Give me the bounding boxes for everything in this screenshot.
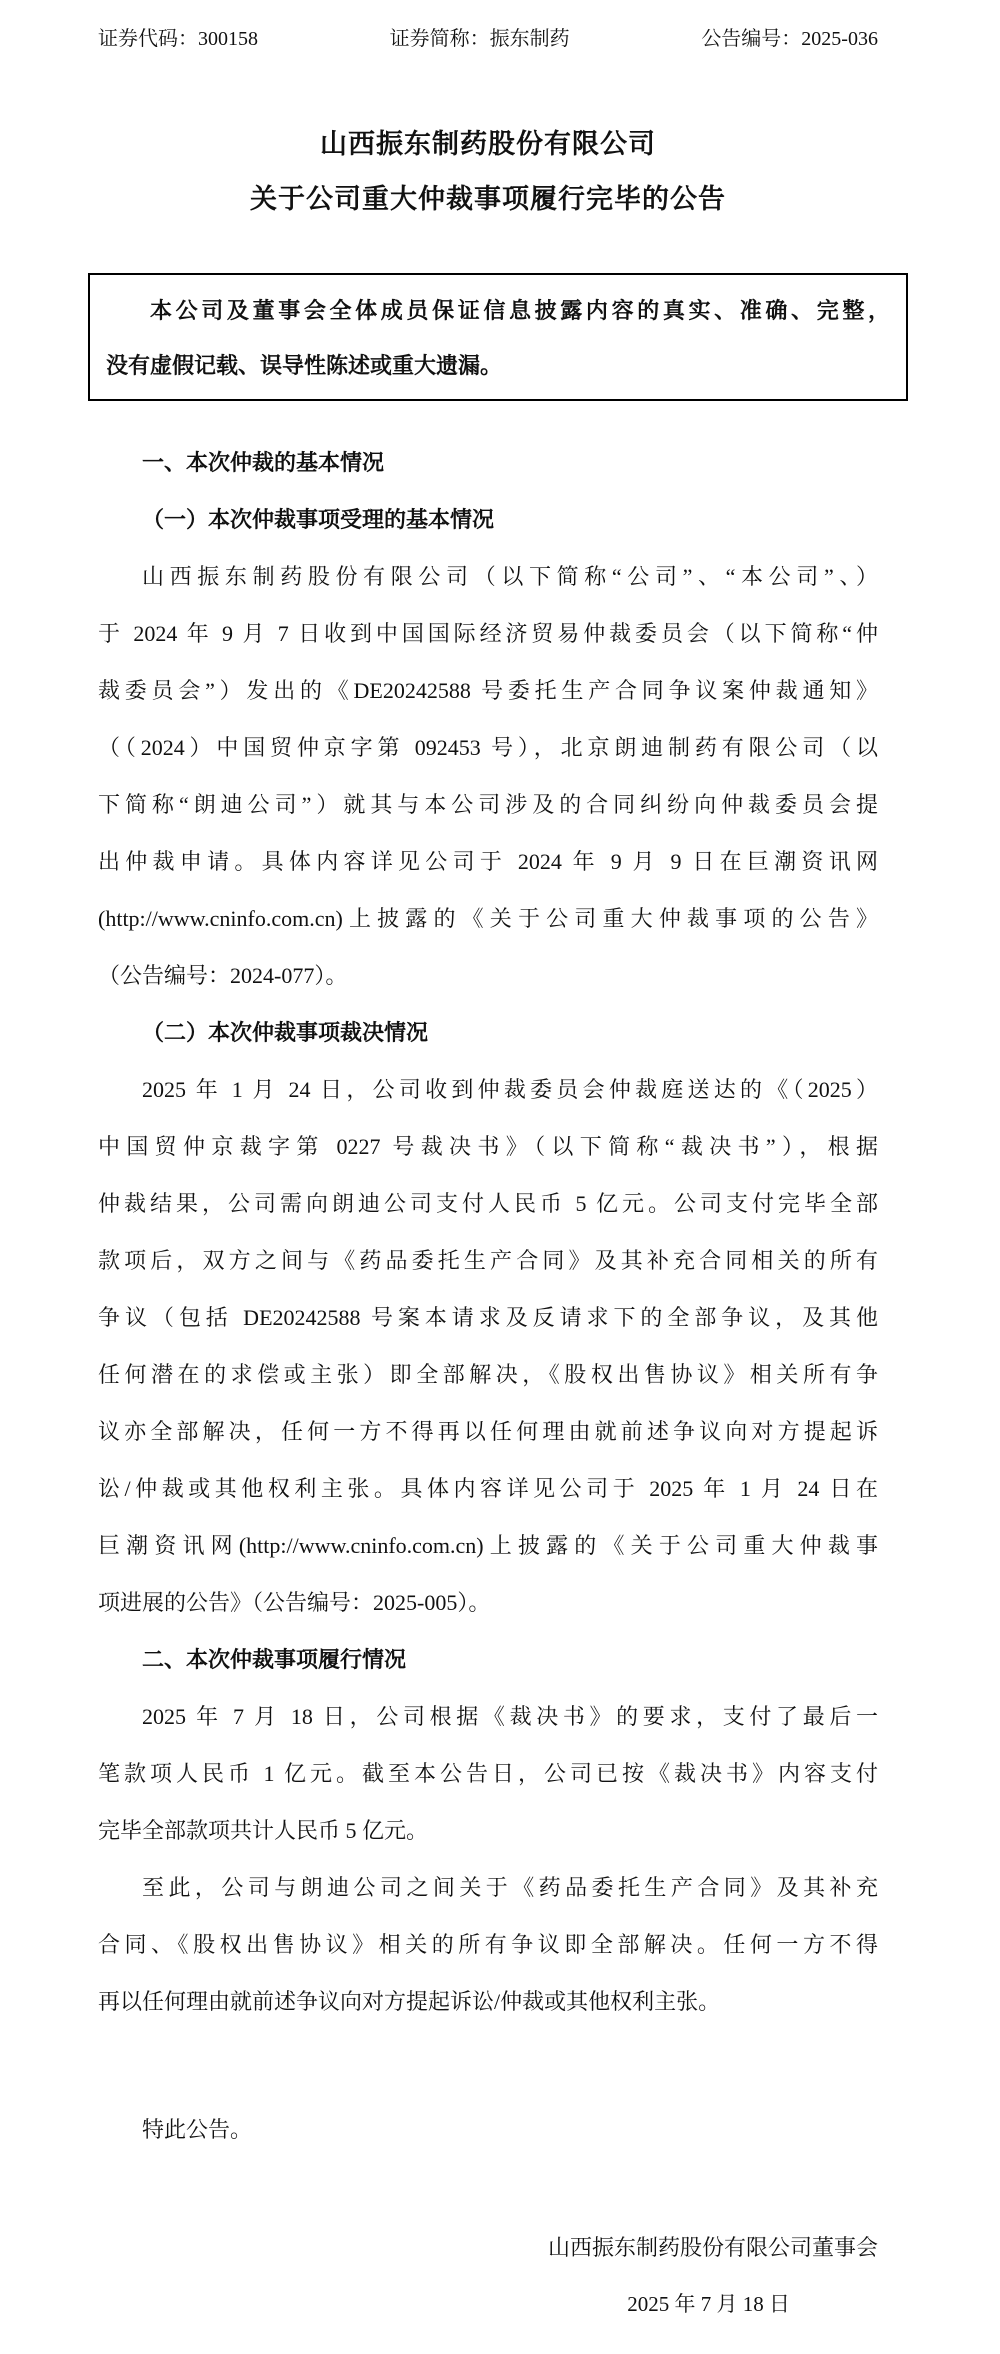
paragraph-line: 任何潜在的求偿或主张）即全部解决，《股权出售协议》相关所有争 bbox=[98, 1362, 878, 1387]
subsection-heading-1-2: （二）本次仲裁事项裁决情况 bbox=[142, 1020, 429, 1045]
board-signature: 山西振东制药股份有限公司董事会 bbox=[547, 2235, 878, 2260]
paragraph-line: 议亦全部解决，任何一方不得再以任何理由就前述争议向对方提起诉 bbox=[98, 1419, 878, 1444]
paragraph-line: 山西振东制药股份有限公司（以下简称“公司”、“本公司”、） bbox=[142, 564, 878, 589]
paragraph-line: 下简称“朗迪公司”）就其与本公司涉及的合同纠纷向仲裁委员会提 bbox=[98, 792, 878, 817]
company-name-title: 山西振东制药股份有限公司 bbox=[320, 129, 656, 159]
paragraph-line: 巨潮资讯网(http://www.cninfo.com.cn)上披露的《关于公司重大仲裁事 bbox=[98, 1533, 878, 1558]
document-header bbox=[98, 0, 878, 52]
paragraph-line: 完毕全部款项共计人民币 5 亿元。 bbox=[98, 1818, 429, 1843]
section-heading-2: 二、本次仲裁事项履行情况 bbox=[142, 1647, 407, 1672]
stock-code: 证券代码：300158 bbox=[98, 28, 258, 50]
announcement-body bbox=[98, 434, 878, 2158]
signature-date: 2025 年 7 月 18 日 bbox=[627, 2292, 790, 2316]
paragraph-line: 于 2024 年 9 月 7 日收到中国国际经济贸易仲裁委员会（以下简称“仲 bbox=[98, 621, 878, 646]
paragraph-line: 出仲裁申请。具体内容详见公司于 2024 年 9 月 9 日在巨潮资讯网 bbox=[98, 849, 878, 874]
stock-short-name: 证券简称：振东制药 bbox=[389, 28, 570, 50]
paragraph-line: 至此，公司与朗迪公司之间关于《药品委托生产合同》及其补充 bbox=[142, 1875, 878, 1900]
paragraph-line: 争议（包括 DE20242588 号案本请求及反请求下的全部争议，及其他 bbox=[98, 1305, 878, 1330]
paragraph-line: 项进展的公告》（公告编号：2025-005）。 bbox=[98, 1590, 491, 1615]
paragraph-line: （（2024）中国贸仲京字第 092453 号），北京朗迪制药有限公司（以 bbox=[98, 735, 878, 760]
paragraph-line: 款项后，双方之间与《药品委托生产合同》及其补充合同相关的所有 bbox=[98, 1248, 878, 1273]
paragraph-line: 笔款项人民币 1 亿元。截至本公告日，公司已按《裁决书》内容支付 bbox=[98, 1761, 878, 1786]
paragraph-line: 仲裁结果，公司需向朗迪公司支付人民币 5 亿元。公司支付完毕全部 bbox=[98, 1191, 878, 1216]
paragraph-line: 2025 年 1 月 24 日，公司收到仲裁委员会仲裁庭送达的《（2025） bbox=[142, 1077, 878, 1102]
paragraph-line: 再以任何理由就前述争议向对方提起诉讼/仲裁或其他权利主张。 bbox=[98, 1989, 721, 2014]
disclaimer-box bbox=[88, 273, 908, 401]
paragraph-line: 裁委员会”）发出的《DE20242588 号委托生产合同争议案仲裁通知》 bbox=[98, 678, 878, 703]
paragraph-line: 讼/仲裁或其他权利主张。具体内容详见公司于 2025 年 1 月 24 日在 bbox=[98, 1476, 878, 1501]
paragraph-line: 2025 年 7 月 18 日，公司根据《裁决书》的要求，支付了最后一 bbox=[142, 1704, 878, 1729]
section-heading-1: 一、本次仲裁的基本情况 bbox=[142, 450, 385, 475]
disclaimer-line: 没有虚假记载、误导性陈述或重大遗漏。 bbox=[106, 353, 503, 378]
subsection-heading-1-1: （一）本次仲裁事项受理的基本情况 bbox=[142, 507, 495, 532]
announcement-closing: 特此公告。 bbox=[142, 2117, 253, 2142]
announcement-title: 关于公司重大仲裁事项履行完毕的公告 bbox=[250, 184, 726, 214]
paragraph-line: (http://www.cninfo.com.cn)上披露的《关于公司重大仲裁事项的公告》 bbox=[98, 906, 878, 931]
paragraph-line: 合同、《股权出售协议》相关的所有争议即全部解决。任何一方不得 bbox=[98, 1932, 878, 1957]
announcement-number: 公告编号：2025-036 bbox=[701, 28, 878, 50]
disclaimer-line: 本公司及董事会全体成员保证信息披露内容的真实、准确、完整， bbox=[150, 298, 890, 323]
paragraph-line: （公告编号：2024-077）。 bbox=[98, 963, 348, 988]
signature-block bbox=[98, 2219, 878, 2333]
paragraph-line: 中国贸仲京裁字第 0227 号裁决书》（以下简称“裁决书”），根据 bbox=[98, 1134, 878, 1159]
